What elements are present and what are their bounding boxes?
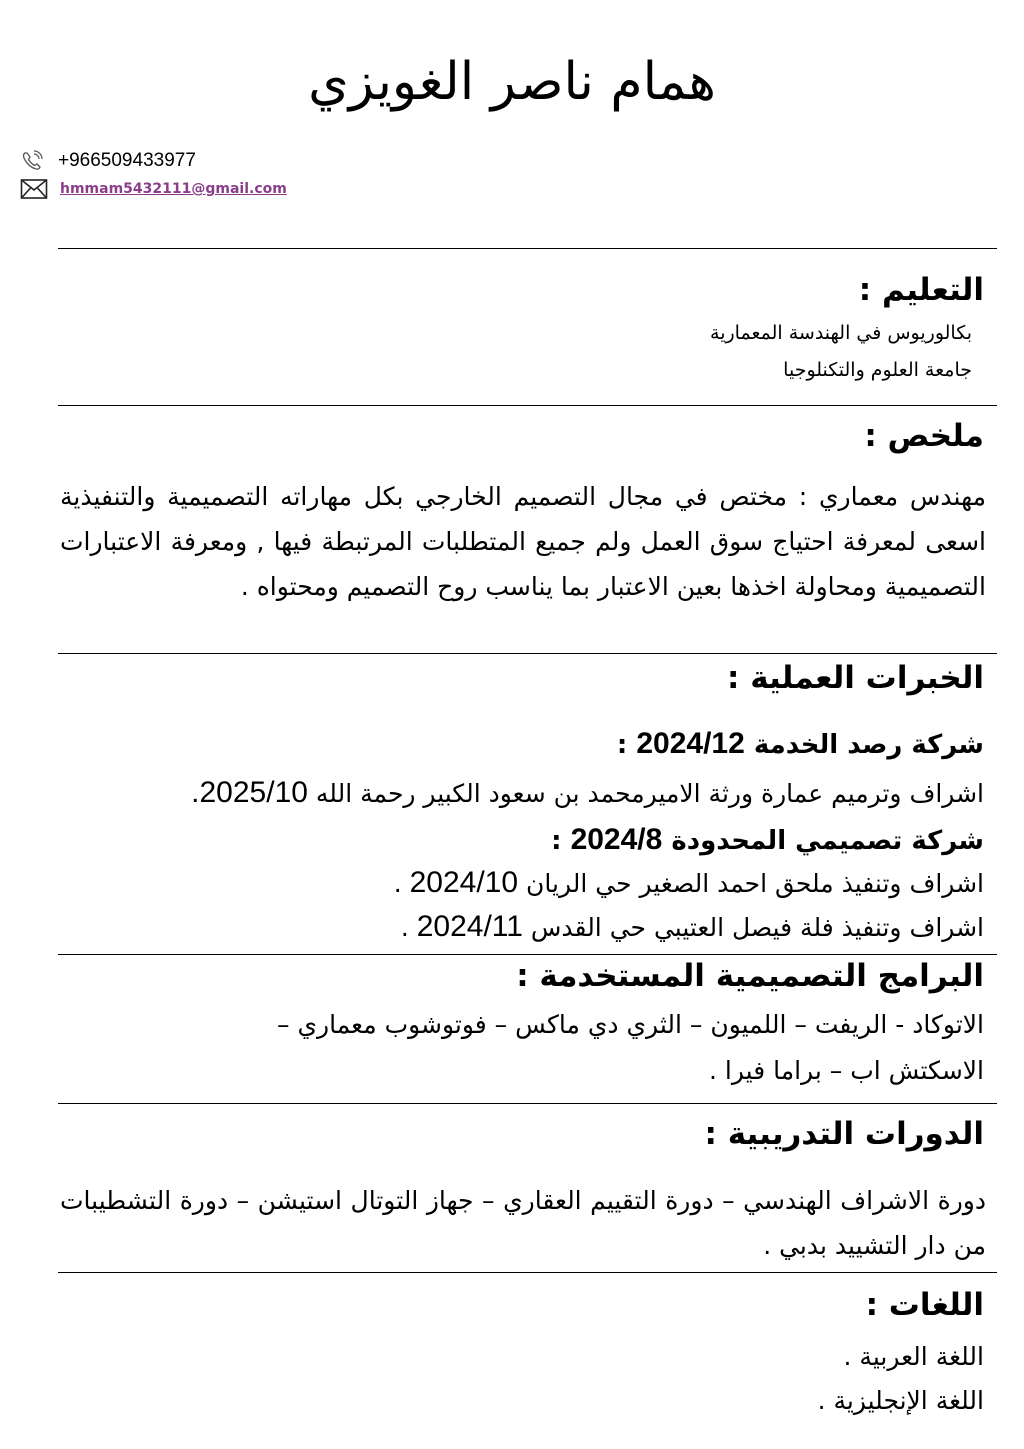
software-heading: البرامج التصميمية المستخدمة : (516, 958, 984, 994)
language-item: اللغة العربية . (843, 1342, 984, 1371)
software-line: الاتوكاد - الريفت – اللميون – الثري دي ماكس – فوتوشوب معماري – (277, 1010, 984, 1039)
phone-icon (20, 150, 44, 172)
job-heading (617, 727, 984, 761)
job-heading (551, 823, 984, 857)
job-company: شركة رصد الخدمة (753, 730, 984, 760)
languages-heading: اللغات : (865, 1287, 984, 1323)
education-university: جامعة العلوم والتكنلوجيا (783, 359, 972, 381)
task-text: اشراف وتنفيذ ملحق احمد الصغير حي الريان (526, 869, 984, 898)
envelope-icon (20, 178, 48, 200)
task-date: 2024/10 (409, 866, 519, 899)
job-date: 2024/8 (570, 823, 663, 856)
summary-text: مهندس معماري : مختص في مجال التصميم الخارجي بكل مهاراته التصميمية والتنفيذية اسعى لمعرفة احتياج سوق العمل ولم جميع المتطلبات المرتبطة فيها , ومعرفة الاعتبارات التصميمية ومحاولة اخذها بعين الاعتبار بما يناسب روح التصميم ومحتواه . (60, 482, 986, 601)
task-date: 2024/11 (416, 910, 523, 943)
language-item: اللغة الإنجليزية . (817, 1386, 984, 1415)
task-text: اشراف وتنفيذ فلة فيصل العتيبي حي القدس (530, 913, 984, 942)
task-text: اشراف وترميم عمارة ورثة الاميرمحمد بن سعود الكبير رحمة الله (315, 779, 984, 808)
job-company: شركة تصميمي المحدودة (671, 826, 984, 856)
job-task (401, 910, 984, 944)
software-line: الاسكتش اب – براما فيرا . (709, 1056, 984, 1085)
email-link[interactable]: hmmam5432111@gmail.com (60, 181, 287, 197)
courses-text: دورة الاشراف الهندسي – دورة التقييم العقاري – جهاز التوتال استيشن – دورة التشطيبات من دار التشييد بدبي . (60, 1186, 986, 1260)
experience-heading: الخبرات العملية : (727, 660, 984, 696)
task-end: . (400, 913, 409, 942)
task-end: . (393, 869, 402, 898)
courses-heading: الدورات التدريبية : (704, 1116, 984, 1152)
job-date: 2024/12 (636, 727, 745, 760)
divider (58, 1103, 997, 1104)
divider (58, 653, 997, 654)
divider (58, 405, 997, 406)
education-degree: بكالوريوس في الهندسة المعمارية (710, 322, 972, 344)
divider (58, 248, 997, 249)
education-heading: التعليم : (858, 272, 984, 308)
task-date: 2025/10 (199, 776, 308, 809)
divider (58, 1272, 997, 1273)
resume-name: همام ناصر الغويزي (308, 52, 716, 112)
summary-heading: ملخص : (864, 418, 984, 454)
job-colon: : (616, 730, 628, 760)
phone-row (20, 150, 196, 172)
job-colon: : (551, 826, 562, 856)
task-end: . (191, 776, 200, 809)
job-task (191, 776, 984, 810)
job-task (394, 866, 984, 900)
phone-number: +966509433977 (58, 150, 196, 171)
email-row (20, 178, 287, 200)
divider (58, 954, 997, 955)
